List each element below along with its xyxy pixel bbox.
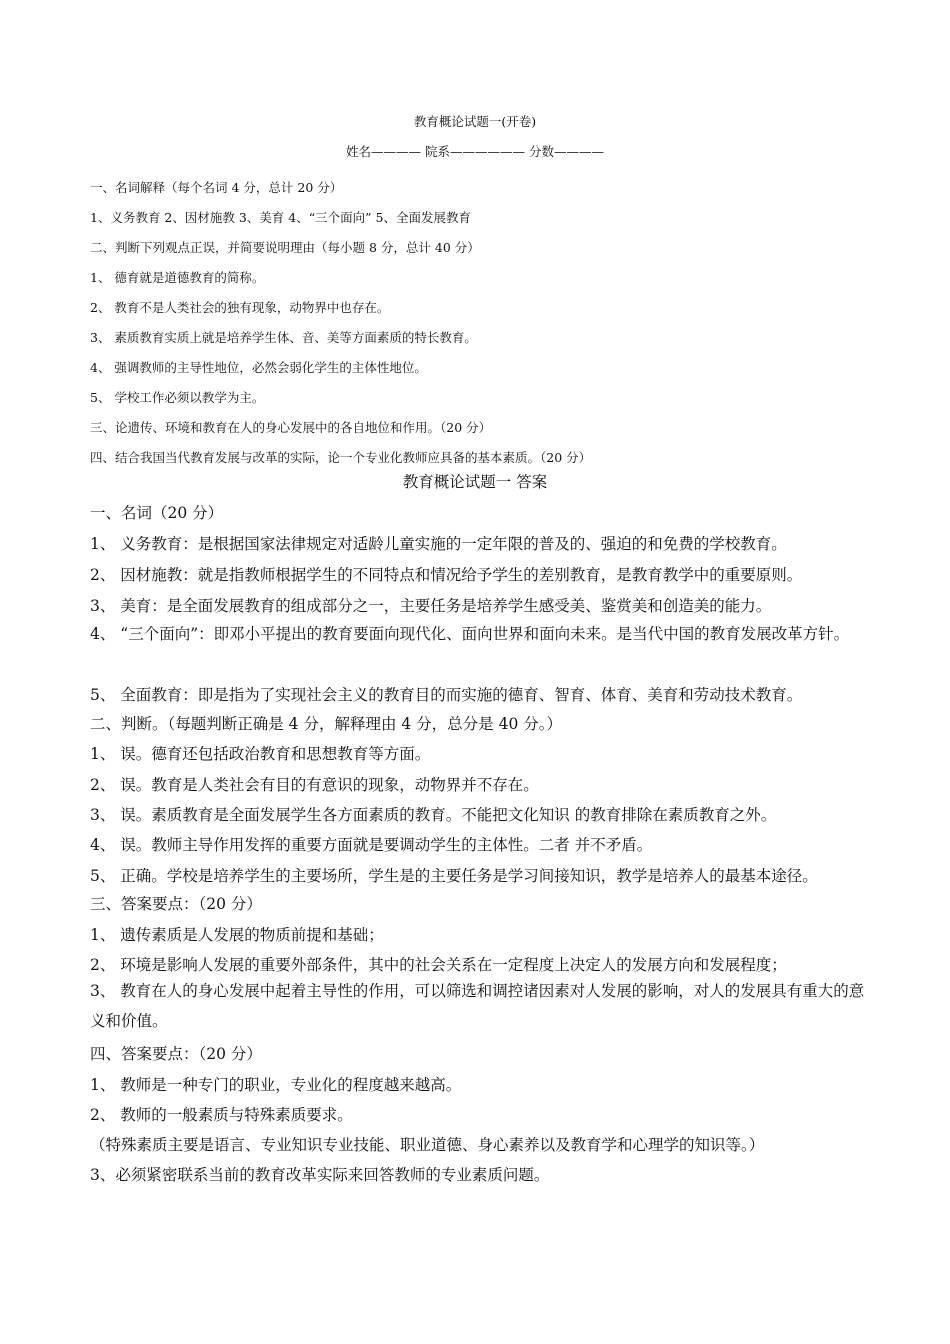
answer-section-heading: 一、名词（20 分） — [90, 504, 224, 522]
exam-section-heading: 一、名词解释（每个名词 4 分，总计 20 分） — [90, 180, 343, 195]
answer-line: 2、 因材施教：就是指教师根据学生的不同特点和情况给予学生的差别教育，是教育教学中的重要原则。 — [90, 566, 803, 584]
answer-line: 2、 环境是影响人发展的重要外部条件，其中的社会关系在一定程度上决定人的发展方向和发展程度； — [90, 956, 787, 974]
exam-line: 1、 德育就是道德教育的简称。 — [90, 270, 265, 285]
answer-line: 2、 误。教育是人类社会有目的有意识的现象，动物界并不存在。 — [90, 776, 539, 794]
exam-info-line: 姓名———— 院系—————— 分数———— — [346, 144, 604, 159]
answer-line: 4、 误。教师主导作用发挥的重要方面就是要调动学生的主体性。二者 并不矛盾。 — [90, 836, 653, 854]
exam-line: 5、 学校工作必须以教学为主。 — [90, 390, 265, 405]
exam-section-heading: 四、结合我国当代教育发展与改革的实际，论一个专业化教师应具备的基本素质。（20 分） — [90, 450, 592, 465]
answer-section-heading: 三、答案要点：（20 分） — [90, 895, 262, 913]
exam-section-heading: 二、判断下列观点正误，并简要说明理由（每小题 8 分，总计 40 分） — [90, 240, 480, 255]
answers-title: 教育概论试题一 答案 — [402, 473, 548, 491]
exam-line: 3、 素质教育实质上就是培养学生体、音、美等方面素质的特长教育。 — [90, 330, 477, 345]
answer-line: 3、必须紧密联系当前的教育改革实际来回答教师的专业素质问题。 — [90, 1166, 550, 1184]
exam-section-heading: 三、论遗传、环境和教育在人的身心发展中的各自地位和作用。（20 分） — [90, 420, 492, 435]
answer-line: 1、 教师是一种专门的职业，专业化的程度越来越高。 — [90, 1076, 462, 1094]
answer-section-heading: 四、答案要点：（20 分） — [90, 1045, 262, 1063]
answer-line: 4、 “三个面向”：即邓小平提出的教育要面向现代化、面向世界和面向未来。是当代中国的教育发展改革方针。 — [90, 625, 850, 643]
answer-note: （特殊素质主要是语言、专业知识专业技能、职业道德、身心素养以及教育学和心理学的知识等。） — [90, 1136, 765, 1154]
answer-line: 3、 美育：是全面发展教育的组成部分之一，主要任务是培养学生感受美、鉴赏美和创造美的能力。 — [90, 597, 772, 615]
answer-line: 5、 正确。学校是培养学生的主要场所，学生是的主要任务是学习间接知识，教学是培养人的最基本途径。 — [90, 867, 818, 885]
answer-line: 5、 全面教育：即是指为了实现社会主义的教育目的而实施的德育、智育、体育、美育和劳动技术教育。 — [90, 686, 803, 704]
exam-line: 2、 教育不是人类社会的独有现象，动物界中也存在。 — [90, 300, 390, 315]
answer-line: 2、 教师的一般素质与特殊素质要求。 — [90, 1106, 353, 1124]
answer-section-heading: 二、判断。（每题判断正确是 4 分，解释理由 4 分，总分是 40 分。） — [90, 715, 563, 733]
answer-line: 1、 义务教育：是根据国家法律规定对适龄儿童实施的一定年限的普及的、强迫的和免费的学校教育。 — [90, 535, 787, 553]
exam-line: 1、义务教育 2、因材施教 3、美育 4、“三个面向” 5、全面发展教育 — [90, 210, 471, 225]
answer-line: 1、 误。德育还包括政治教育和思想教育等方面。 — [90, 745, 431, 763]
answer-line: 3、 误。素质教育是全面发展学生各方面素质的教育。不能把文化知识 的教育排除在素质教育之外。 — [90, 806, 777, 824]
answer-line: 1、 遗传素质是人发展的物质前提和基础； — [90, 926, 384, 944]
exam-line: 4、 强调教师的主导性地位，必然会弱化学生的主体性地位。 — [90, 360, 427, 375]
answer-line: 3、 教育在人的身心发展中起着主导性的作用，可以筛选和调控诸因素对人发展的影响，对人的发展具有重大的意义和价值。 — [90, 982, 865, 1030]
exam-title: 教育概论试题一(开卷) — [413, 114, 537, 129]
